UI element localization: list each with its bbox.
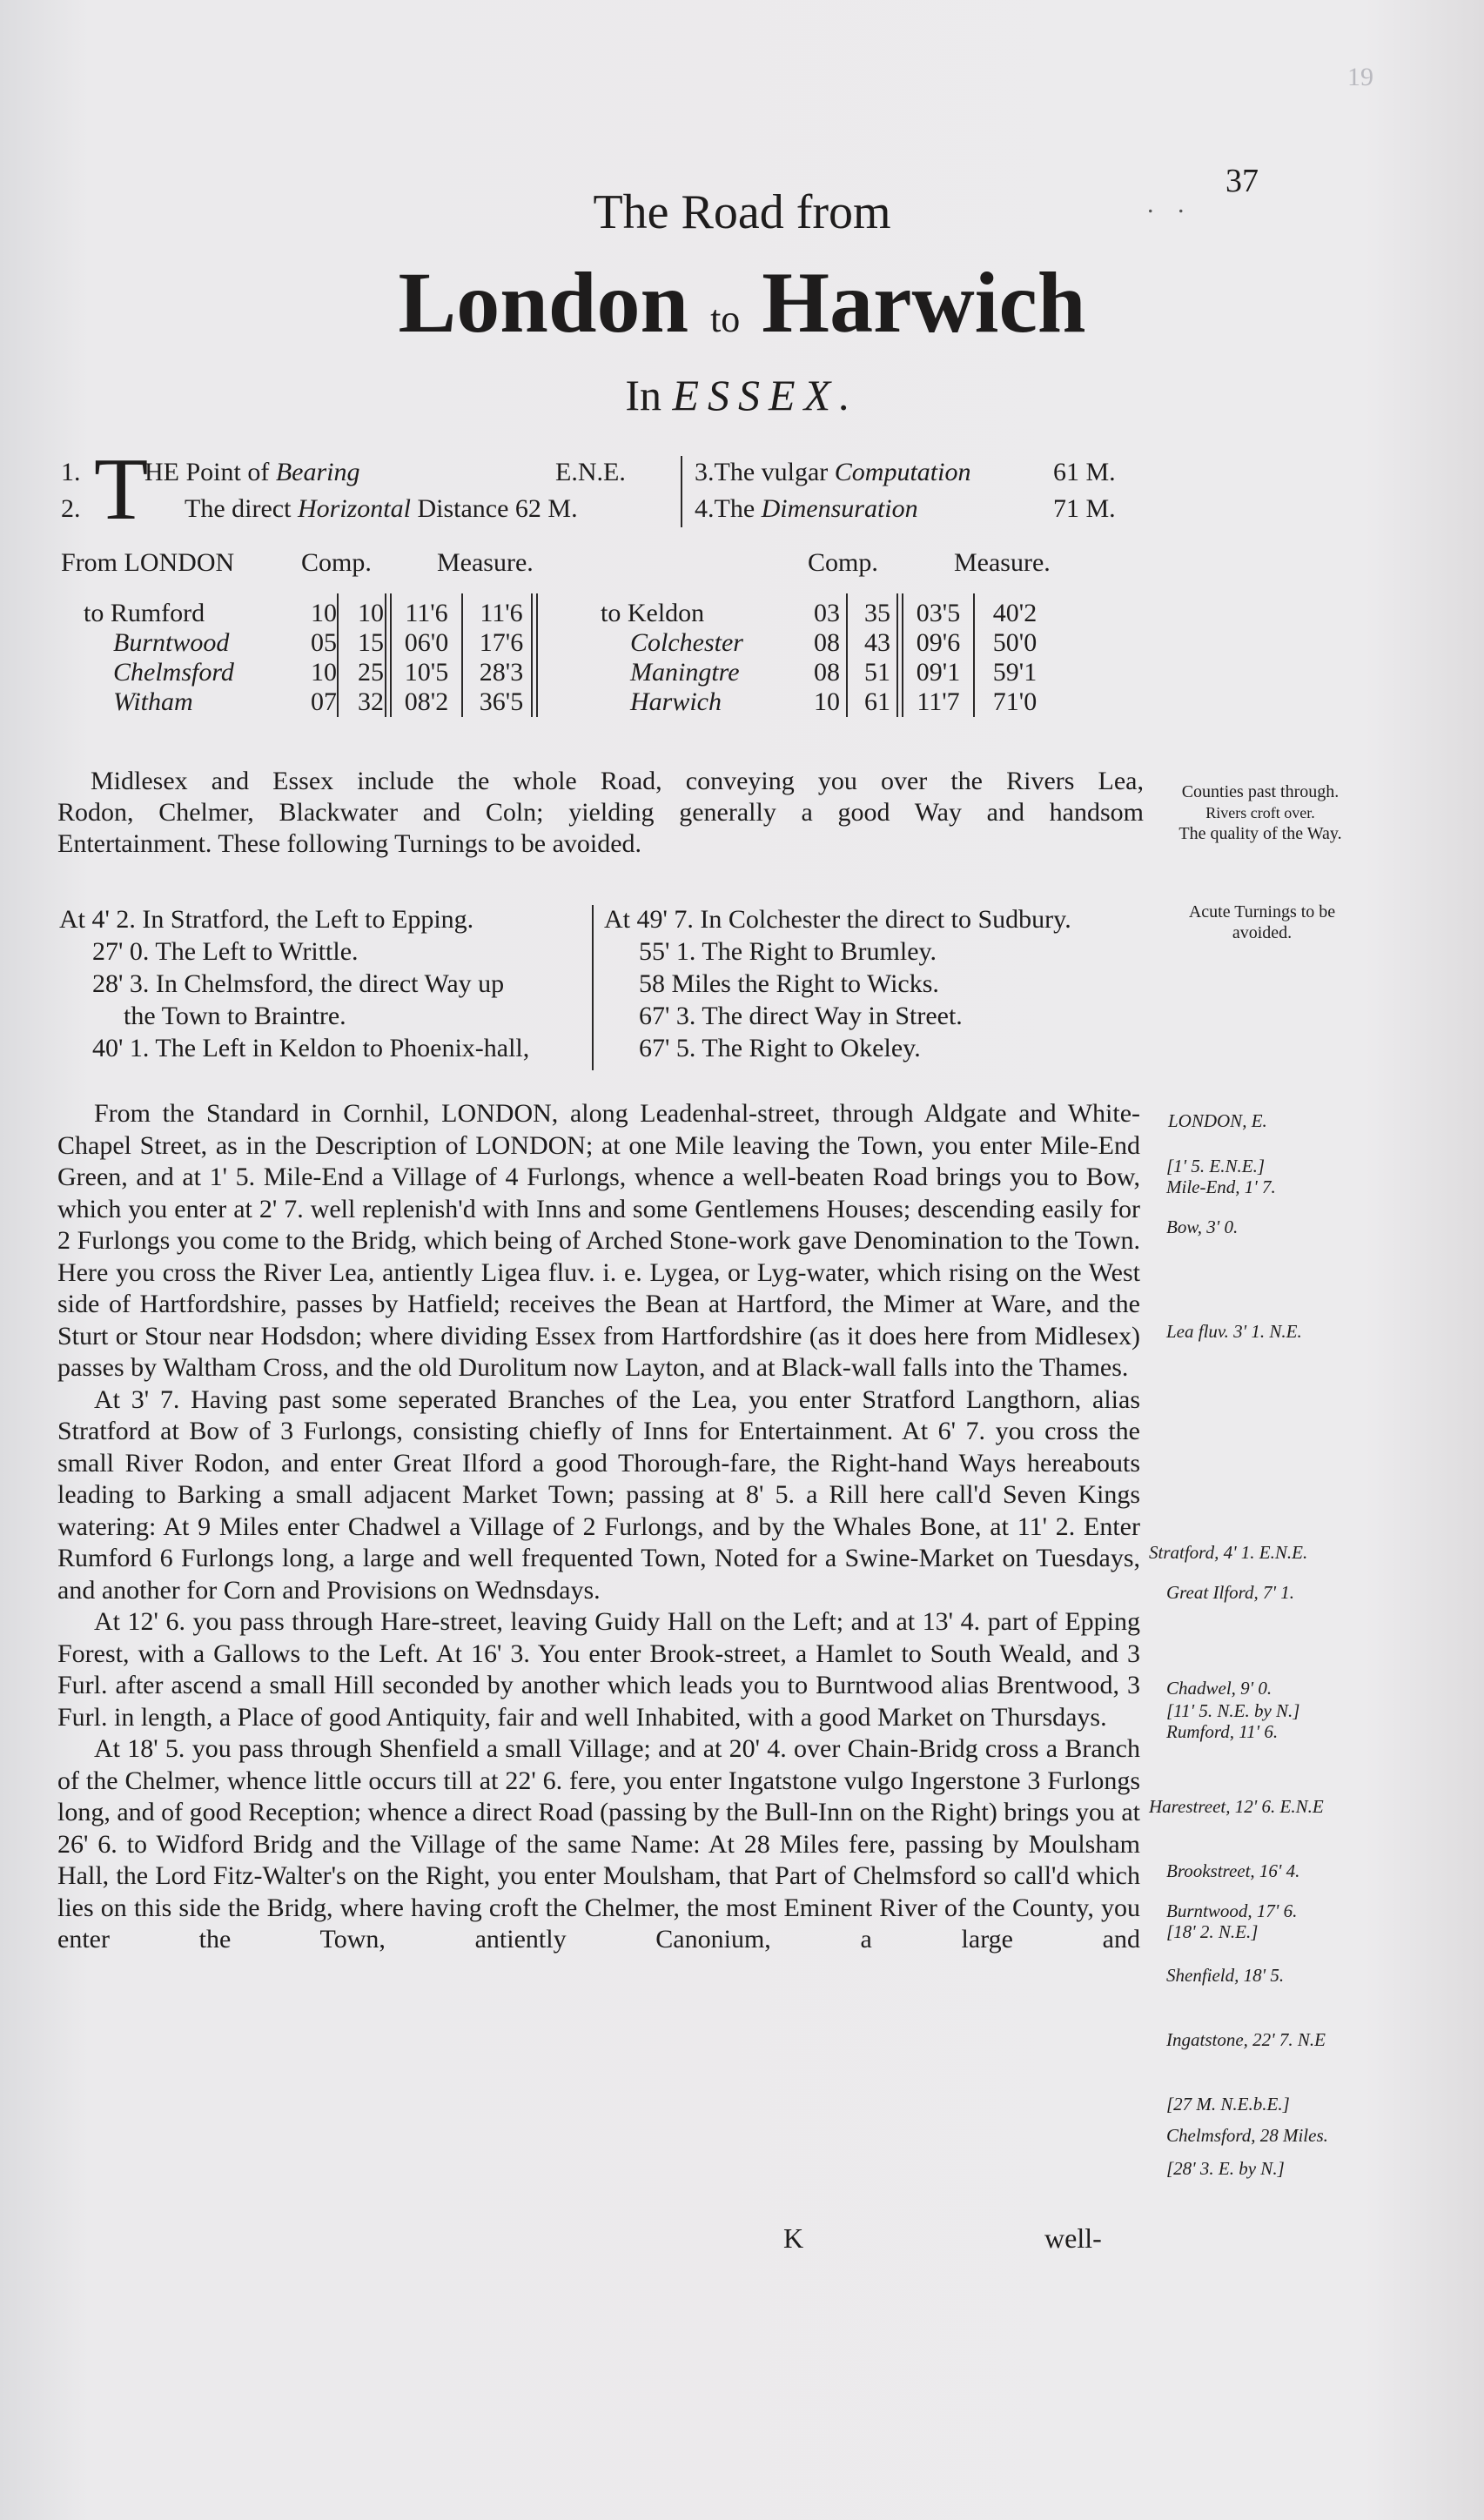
measure-total-cell: 40'2: [992, 599, 1037, 627]
bearing-num-1: 1.: [61, 458, 81, 486]
side-note: Lea fluv. 3' 1. N.E.: [1166, 1321, 1302, 1342]
comp-cell: 10: [311, 599, 337, 627]
measure-total-cell: 50'0: [992, 628, 1037, 657]
side-notes: [1149, 0, 1471, 2520]
measure-cell: 08'2: [404, 687, 449, 716]
bearing-num-2: 2.: [61, 494, 81, 523]
catchword: well-: [1044, 2222, 1102, 2254]
intro-line-3: Entertainment. These following Turnings to be avoided.: [57, 829, 642, 858]
place-cell: Witham: [113, 687, 193, 716]
comp-cell: 03: [814, 599, 840, 627]
intro-line-1: Midlesex and Essex include the whole Road, conveying you over the Rivers Lea,: [91, 767, 1144, 795]
comp-total-cell: 61: [864, 687, 890, 716]
comp-cell: 07: [311, 687, 337, 716]
turnings-right: [604, 903, 1161, 1064]
turning-right-3: 67' 3. The direct Way in Street.: [639, 1002, 963, 1030]
turning-right-2: 58 Miles the Right to Wicks.: [639, 969, 939, 998]
side-note: Chadwel, 9' 0.: [1166, 1678, 1272, 1699]
measure-total-cell: 71'0: [992, 687, 1037, 716]
comp-total-cell: 15: [358, 628, 384, 657]
title-line-1: The Road from: [593, 185, 891, 239]
turnings-divider: [592, 905, 594, 1070]
turning-left-0: At 4' 2. In Stratford, the Left to Epping.: [59, 905, 474, 934]
comp-total-cell: 25: [358, 658, 384, 687]
body-paragraph-2: At 3' 7. Having past some seperated Branches of the Lea, you enter Stratford Langthorn, alias Stratford at Bow of 3 Furlongs, consisting chiefly of Inns for Entertainment. At 6' 7. you cross the small River Rodon, and enter Great Ilford a good Thorough-fare, the Right-hand Ways hereabouts leading to Barking a small adjacent Market Town; passing at 8' 5. a Rill here call'd Seven Kings watering: At 9 Miles enter Chadwel a Village of 2 Furlongs, and by the Whales Bone, at 11' 2. Enter Rumford 6 Furlongs long, a large and well frequented Town, Noted for a Swine-Market on Tuesdays, and another for Corn and Provisions on Wednsdays.: [57, 1384, 1140, 1605]
side-note: Mile-End, 1' 7.: [1166, 1176, 1276, 1197]
rule: [461, 593, 463, 717]
title-dest: Harwich: [762, 254, 1086, 351]
measure-cell: 11'6: [405, 599, 448, 627]
bearing-divider: [681, 456, 682, 527]
rule: [337, 593, 339, 717]
bearing-r1-value: 61 M.: [1053, 458, 1116, 486]
rule: [896, 593, 898, 717]
description-body: [57, 1098, 1140, 1956]
margin-counties: Counties past through.: [1181, 782, 1340, 801]
comp-cell: 10: [814, 687, 840, 716]
header-from: From LONDON: [61, 548, 235, 577]
rule: [973, 593, 975, 717]
place-cell: Harwich: [630, 687, 722, 716]
side-note: Stratford, 4' 1. E.N.E.: [1149, 1542, 1308, 1563]
measure-total-cell: 36'5: [479, 687, 524, 716]
bearing-line-4: [695, 494, 918, 524]
measure-total-cell: 11'6: [480, 599, 523, 627]
bearing-r1-text: 3.The vulgar: [695, 458, 835, 486]
side-note: Bow, 3' 0.: [1166, 1216, 1239, 1237]
bearing-l2-value: Distance 62 M.: [410, 494, 578, 523]
side-note: Ingatstone, 22' 7. N.E: [1166, 2029, 1326, 2050]
header-measure-2: Measure.: [954, 548, 1051, 577]
side-note: Brookstreet, 16' 4.: [1166, 1860, 1300, 1881]
side-note: Burntwood, 17' 6.: [1166, 1900, 1298, 1921]
measure-cell: 09'1: [916, 658, 961, 687]
place-cell: Chelmsford: [113, 658, 234, 687]
rule: [902, 593, 903, 717]
body-paragraph-1: From the Standard in Cornhil, LONDON, along Leadenhal-street, through Aldgate and White-Chapel Street, as in the Description of LONDON; at one Mile leaving the Town, you enter Mile-End Green, and at 1' 5. Mile-End a Village of 4 Furlongs, whence a well-beaten Road brings you to Bow, which you enter at 2' 7. well replenish'd with Inns and some Gentlemens Houses; descending easily for 2 Furlongs you come to the Bridg, which being of Arched Stone-work gave Denomination to the Town. Here you cross the River Lea, antiently Ligea fluv. i. e. Lygea, or Lyg-water, which rising on the West side of Hartfordshire, passes by Hatfield; receives the Bean at Hartford, the Mimer at Ware, and the Sturt or Stour near Hodsdon; where dividing Essex from Hartfordshire (as it does here from Midlesex) passes by Waltham Cross, and the old Durolitum now Layton, and at Black-wall falls into the Thames.: [57, 1099, 1140, 1382]
side-note: [27 M. N.E.b.E.]: [1166, 2094, 1290, 2115]
side-note: LONDON, E.: [1168, 1110, 1267, 1131]
margin-rivers: Rivers croft over.: [1205, 804, 1315, 821]
turning-left-1: 27' 0. The Left to Writtle.: [92, 937, 359, 966]
rule: [531, 593, 533, 717]
comp-cell: 10: [311, 658, 337, 687]
intro-paragraph: [57, 766, 1144, 860]
measure-total-cell: 28'3: [479, 658, 524, 687]
comp-cell: 08: [814, 628, 840, 657]
comp-total-cell: 10: [358, 599, 384, 627]
margin-quality: The quality of the Way.: [1178, 824, 1342, 843]
turning-left-2: 28' 3. In Chelmsford, the direct Way up: [92, 969, 505, 998]
county-prefix: In: [625, 371, 661, 419]
turning-left-4: 40' 1. The Left in Keldon to Phoenix-hall,: [92, 1034, 530, 1062]
place-cell: to Keldon: [601, 599, 705, 627]
bearing-line-1: [144, 458, 360, 487]
bearing-r2-italic: Dimensuration: [761, 494, 918, 523]
body-paragraph-3: At 12' 6. you pass through Hare-street, leaving Guidy Hall on the Left; and at 13' 4. part of Epping Forest, with a Gallows to the Left. At 16' 3. You enter Brook-street, a Hamlet to South Weald, and 3 Furl. after ascend a small Hill seconded by another which leads you to Burntwood alias Brentwood, 3 Furl. in length, a Place of good Antiquity, fair and well Inhabited, with a good Market on Thursdays.: [57, 1607, 1140, 1732]
measure-cell: 10'5: [404, 658, 449, 687]
comp-cell: 08: [814, 658, 840, 687]
place-cell: Colchester: [630, 628, 743, 657]
measure-cell: 06'0: [404, 628, 449, 657]
measure-cell: 09'6: [916, 628, 961, 657]
bearing-line-2: [185, 494, 578, 524]
turning-right-1: 55' 1. The Right to Brumley.: [639, 937, 937, 966]
body-paragraph-4: At 18' 5. you pass through Shenfield a small Village; and at 20' 4. over Chain-Bridg cross a Branch of the Chelmer, whence little occurs till at 22' 6. fere, you enter Ingatstone vulgo Ingerstone 3 Furlongs long, and of good Reception; whence a direct Road (passing by the Bull-Inn on the Right) brings you at 26' 6. to Widford Bridg and the Village of the same Name: At 28 Miles fere, passing by Moulsham Hall, the Lord Fitz-Walter's on the Right, you enter Moulsham, that Part of Chelmsford so call'd which lies on this side the Bridg, where having croft the Chelmer, the most Eminent River of the County, you enter the Town, antiently Canonium, a large and: [57, 1734, 1140, 1954]
turnings-left: [59, 903, 599, 1064]
measure-total-cell: 17'6: [479, 628, 524, 657]
bearing-line-3: [695, 458, 970, 487]
bearing-r2-text: 4.The: [695, 494, 762, 523]
side-note: [18' 2. N.E.]: [1166, 1921, 1259, 1942]
header-comp: Comp.: [301, 548, 372, 577]
county-name: ESSEX.: [672, 371, 859, 419]
measure-total-cell: 59'1: [992, 658, 1037, 687]
side-note: Great Ilford, 7' 1.: [1166, 1582, 1295, 1603]
comp-total-cell: 51: [864, 658, 890, 687]
signature-mark: K: [783, 2222, 804, 2254]
measure-cell: 03'5: [916, 599, 961, 627]
place-cell: to Rumford: [84, 599, 205, 627]
bearing-r2-value: 71 M.: [1053, 494, 1116, 523]
title-to: to: [710, 298, 741, 340]
pencil-folio: 19: [1347, 63, 1373, 91]
side-note: [1' 5. E.N.E.]: [1166, 1156, 1265, 1176]
side-note: [11' 5. N.E. by N.]: [1166, 1700, 1300, 1721]
title-from: London: [398, 254, 689, 351]
page-number: 37: [1225, 163, 1259, 199]
side-note: Shenfield, 18' 5.: [1166, 1965, 1285, 1986]
place-cell: Maningtre: [630, 658, 740, 687]
header-measure: Measure.: [437, 548, 534, 577]
comp-total-cell: 32: [358, 687, 384, 716]
place-cell: Burntwood: [113, 628, 230, 657]
bearing-r1-italic: Computation: [834, 458, 971, 486]
side-note: Rumford, 11' 6.: [1166, 1721, 1279, 1742]
rule: [846, 593, 848, 717]
rule: [390, 593, 392, 717]
turning-right-4: 67' 5. The Right to Okeley.: [639, 1034, 921, 1062]
side-note: Chelmsford, 28 Miles.: [1166, 2125, 1328, 2146]
bearing-l2-text: The direct: [185, 494, 298, 523]
bearing-l1-italic: Bearing: [275, 458, 360, 486]
measure-cell: 11'7: [917, 687, 960, 716]
rule: [536, 593, 538, 717]
turning-left-3: the Town to Braintre.: [124, 1002, 346, 1030]
header-comp-2: Comp.: [808, 548, 878, 577]
ink-specks: . .: [1147, 190, 1193, 218]
side-note: Harestreet, 12' 6. E.N.E: [1149, 1796, 1324, 1817]
bearing-l1-text: HE Point of: [144, 458, 276, 486]
comp-cell: 05: [311, 628, 337, 657]
turning-right-0: At 49' 7. In Colchester the direct to Sudbury.: [604, 905, 1071, 934]
comp-total-cell: 35: [864, 599, 890, 627]
bearing-l1-value: E.N.E.: [555, 458, 626, 486]
side-note: [28' 3. E. by N.]: [1166, 2158, 1285, 2179]
rule: [385, 593, 386, 717]
comp-total-cell: 43: [864, 628, 890, 657]
turnings-margin: Acute Turnings to be avoided.: [1188, 902, 1336, 942]
drop-cap: T: [94, 440, 149, 539]
bearing-l2-italic: Horizontal: [297, 494, 411, 523]
intro-line-2: Rodon, Chelmer, Blackwater and Coln; yielding generally a good Way and handsom: [57, 798, 1144, 827]
